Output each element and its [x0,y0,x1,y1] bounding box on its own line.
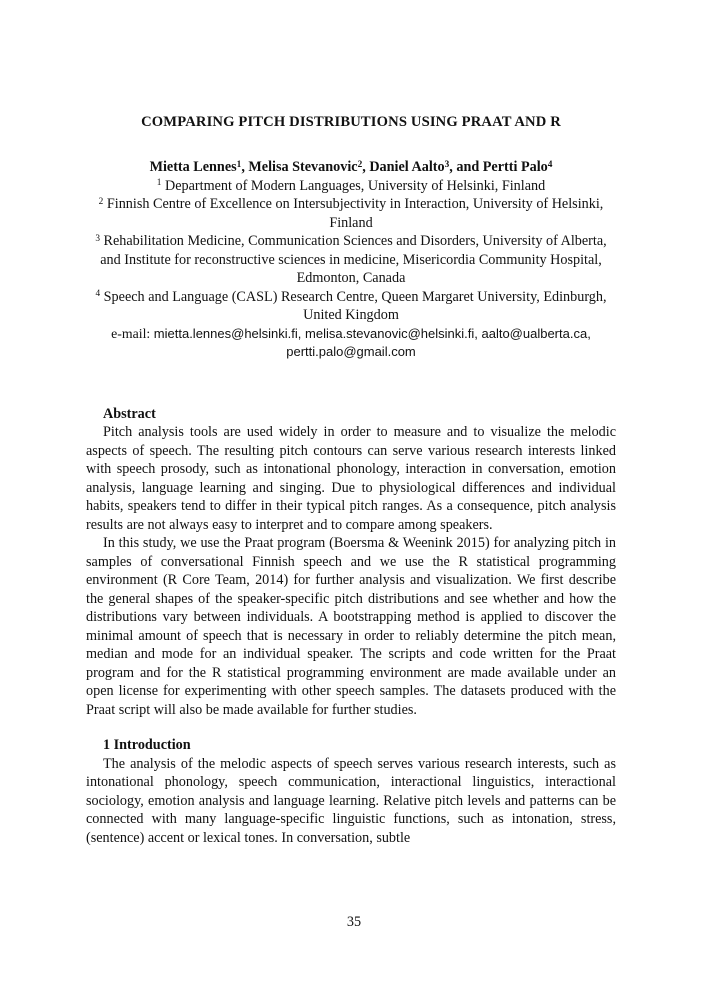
author-separator: , [241,159,249,175]
author-affiliation-superscript: 2 [357,159,363,170]
author-separator: , and [449,159,483,175]
introduction-section [86,736,616,847]
affiliation-line [86,288,616,325]
affiliation-line [86,177,616,196]
author-separator: , [362,159,370,175]
affiliation-superscript: 2 [98,196,104,207]
author-name: Pertti Palo [482,159,548,175]
affiliation-superscript: 1 [156,178,162,188]
email-line [86,325,616,362]
page-number: 35 [346,914,362,930]
page-content [86,0,616,847]
affiliation-text: Department of Modern Languages, University of Helsinki, Finland [164,177,546,194]
affiliation-line [86,232,616,288]
author-name: Melisa Stevanovic [248,159,358,175]
affiliation-line [86,195,616,232]
abstract-paragraph: Pitch analysis tools are used widely in order to measure and to visualize the melodic aspects of speech. The resulting pitch contours can serve various research interests linked with speech prosody, such as intonational phonology, interaction in conversation, emotion analysis, language learning and singing. Due to physiological differences and individual habits, speakers tend to differ in their typical pitch ranges. As a consequence, pitch analysis results are not always easy to interpret and to compare among speakers. [86,424,616,533]
author-affiliation-superscript: 4 [547,159,553,170]
introduction-heading: 1 Introduction [103,737,191,753]
authors-line [86,158,616,177]
introduction-paragraph: The analysis of the melodic aspects of speech serves various research interests, such as intonational phonology, speech communication, interactional linguistics, interactional sociology, emotion analysis and language learning. Relative pitch levels and patterns can be connected with many language-specific linguistic functions, such as intonation, stress, (sentence) accent or lexical tones. In conversation, subtle [86,755,616,846]
email-addresses: mietta.lennes@helsinki.fi, melisa.stevanovic@helsinki.fi, aalto@ualberta.ca, pertti.palo@gmail.com [153,325,591,359]
abstract-heading: Abstract [103,405,156,422]
author-affiliation-superscript: 1 [236,159,242,170]
abstract-section [86,405,616,720]
author-affiliation-superscript: 3 [444,159,450,170]
affiliation-superscript: 3 [95,233,100,244]
abstract-paragraph: In this study, we use the Praat program (Boersma & Weenink 2015) for analyzing pitch in samples of conversational Finnish speech and we use the R statistical programming environment (R Core Team, 2014) for further analysis and visualization. We first describe the general shapes of the speaker-specific pitch distributions and see whether and how the distributions vary between individuals. A bootstrapping method is applied to discover the minimal amount of speech that is necessary in order to reliably determine the pitch mean, median and mode for an individual speaker. The scripts and code written for the Praat program and for the R statistical programming environment are made available under an open license for experimenting with other speech samples. The datasets produced with the Praat script will also be made available for further studies. [86,535,616,718]
affiliation-text: Finnish Centre of Excellence on Intersubjectivity in Interaction, University of Helsinki, Finland [106,196,604,231]
affiliation-text: Speech and Language (CASL) Research Centre, Queen Margaret University, Edinburgh, United Kingdom [103,288,607,323]
affiliation-superscript: 4 [95,289,101,299]
author-name: Daniel Aalto [369,159,445,175]
affiliation-text: Rehabilitation Medicine, Communication Sciences and Disorders, University of Alberta, and Institute for reconstructive sciences in medicine, Misericordia Community Hospital, Edmonton, Canada [100,233,607,286]
author-name: Mietta Lennes [149,159,237,175]
email-label: e-mail: [111,325,151,341]
paper-title: COMPARING PITCH DISTRIBUTIONS USING PRAAT AND R [141,114,561,130]
paper-header [86,158,616,362]
